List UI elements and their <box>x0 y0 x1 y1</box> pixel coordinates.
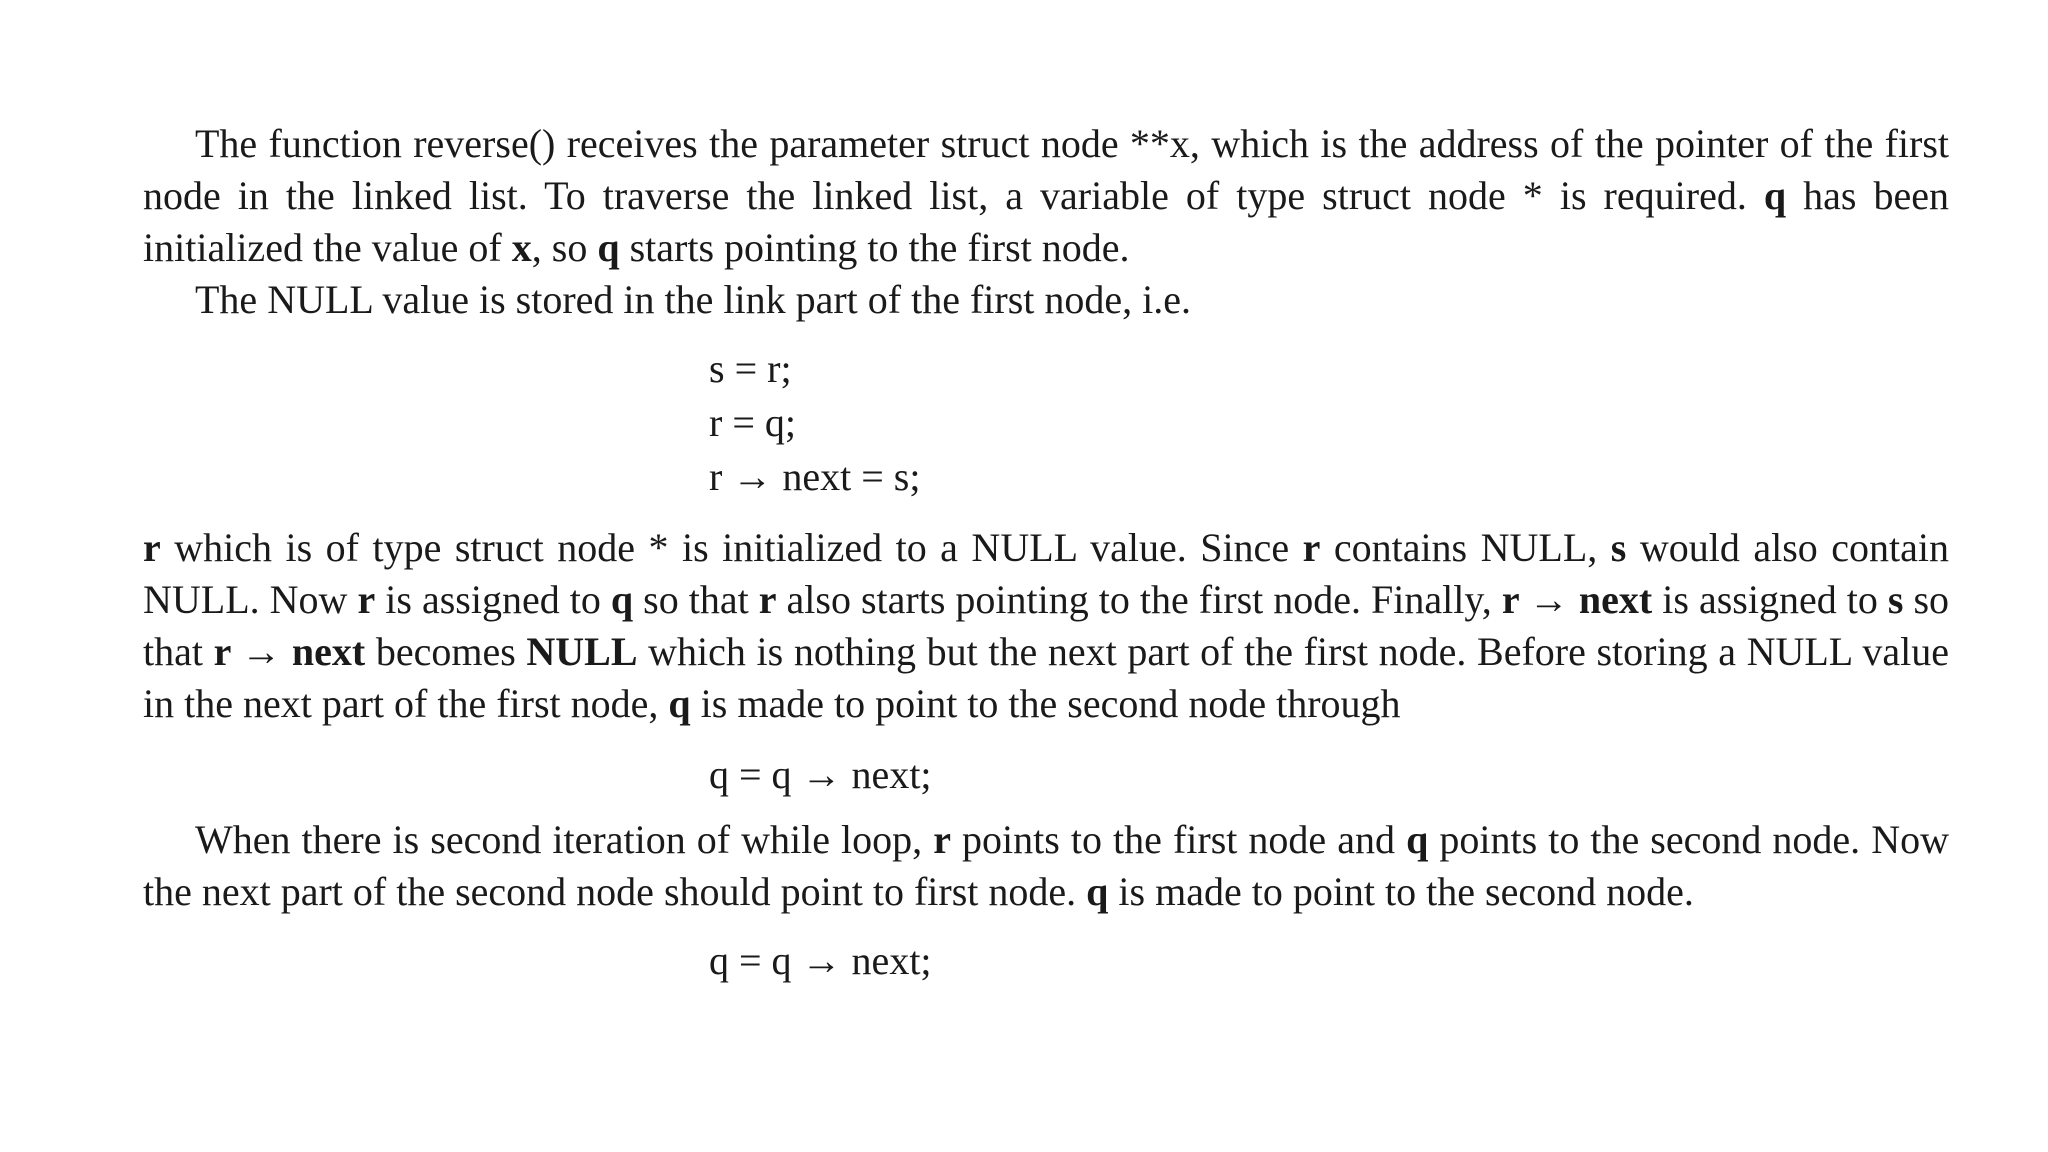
bold-term: r <box>357 577 376 622</box>
text-run: is made to point to the second node through <box>690 681 1401 726</box>
bold-term: q <box>610 577 634 622</box>
bold-term: q <box>597 225 620 270</box>
code-line: r → next = s; <box>709 454 921 499</box>
text-run: is made to point to the second node. <box>1108 869 1694 914</box>
text-run: When there is second iteration of while loop, <box>195 817 934 862</box>
text-run: also starts pointing to the first node. Finally, <box>776 577 1502 622</box>
code-block-advance-q <box>143 748 1949 802</box>
text-run: points to the second node. Now the next part of the second node should point to first node. <box>143 817 1950 914</box>
bold-term: s <box>1887 577 1904 622</box>
text-run: points to the first node and <box>950 817 1407 862</box>
text-run: The NULL value is stored in the link part of the first node, i.e. <box>195 277 1192 322</box>
text-run: The function reverse() receives the parameter struct node **x, which is the address of the pointer of the first node in the linked list. To traverse the linked list, a variable of type struct node * is required. <box>143 121 1949 218</box>
bold-term: q <box>668 681 691 726</box>
bold-term: r → next <box>213 629 366 674</box>
code-block-advance-q-again <box>143 934 1949 988</box>
text-run: has been initialized the value of <box>143 173 1950 270</box>
text-run: , so <box>531 225 598 270</box>
paragraph-r-initialization <box>143 522 1949 730</box>
text-run: contains NULL, <box>1320 525 1611 570</box>
code-line: q = q → next; <box>709 752 932 797</box>
paragraph-null-link <box>143 274 1949 326</box>
text-run: which is nothing but the next part of the first node. Before storing a NULL value in the next part of the first node, <box>143 629 1949 726</box>
text-run: would also contain NULL. Now <box>143 525 1949 622</box>
text-run: becomes <box>365 629 527 674</box>
code-line: q = q → next; <box>709 938 932 983</box>
bold-term: q <box>1406 817 1429 862</box>
text-run: so that <box>143 577 1950 674</box>
text-run: which is of type struct node * is initialized to a NULL value. Since <box>160 525 1303 570</box>
bold-term: q <box>1763 173 1787 218</box>
text-run: so that <box>633 577 759 622</box>
bold-term: r <box>933 817 951 862</box>
paragraph-second-iteration <box>143 814 1949 918</box>
code-line: r = q; <box>709 400 796 445</box>
text-run: is assigned to <box>1652 577 1888 622</box>
bold-term: NULL <box>526 629 638 674</box>
document-page <box>143 118 1949 988</box>
bold-term: r → next <box>1501 577 1653 622</box>
bold-term: r <box>143 525 161 570</box>
bold-term: x <box>511 225 532 270</box>
text-run: is assigned to <box>375 577 611 622</box>
code-block-assignments <box>143 342 1949 504</box>
bold-term: r <box>1302 525 1321 570</box>
text-run: starts pointing to the first node. <box>619 225 1130 270</box>
bold-term: q <box>1086 869 1109 914</box>
bold-term: s <box>1610 525 1627 570</box>
code-line: s = r; <box>709 346 792 391</box>
paragraph-reverse-function <box>143 118 1949 274</box>
bold-term: r <box>758 577 777 622</box>
